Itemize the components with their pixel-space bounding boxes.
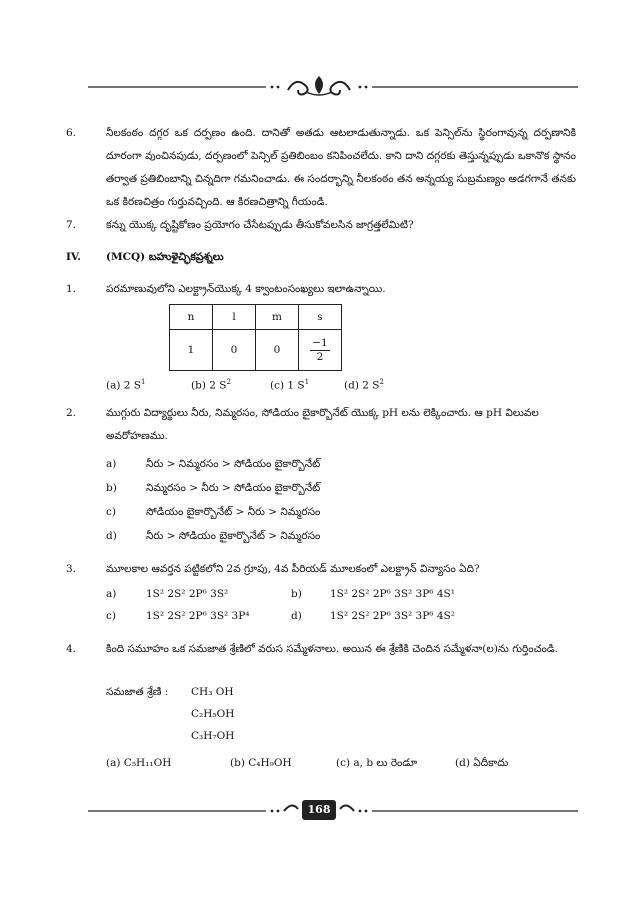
mcq-3-option-text: 1S² 2S² 2P⁶ 3S² 3P⁴ bbox=[146, 610, 250, 622]
formula: CH₃ OH bbox=[191, 686, 234, 698]
mcq-4-option-a: (a) C₅H₁₁OH bbox=[106, 757, 172, 769]
mcq-4-option-d: (d) ఏదీకాదు bbox=[455, 757, 509, 769]
mcq-1-option-a bbox=[106, 378, 145, 392]
table-cell: 1 bbox=[170, 330, 213, 371]
mcq-2-option bbox=[106, 506, 116, 518]
question-text: మూలకాల ఆవర్తన పట్టికలోని 2వ గ్రూపు, 4వ పీరియడ్ మూలకంలో ఎలక్ట్రాన్ విన్యాసం ఏది? bbox=[106, 563, 480, 575]
table-cell: 0 bbox=[213, 330, 256, 371]
quantum-numbers-table bbox=[169, 304, 342, 371]
mcq-2-option-text: నీరు > సోడియం బైకార్బొనేట్ > నిమ్మరసం bbox=[146, 530, 321, 542]
question-number: 4. bbox=[66, 643, 77, 655]
mcq-1-option-c bbox=[270, 378, 309, 392]
mcq-1-option-d bbox=[344, 378, 384, 392]
question-number: 7. bbox=[66, 219, 77, 231]
mcq-3-option-label: a) bbox=[106, 588, 117, 600]
option-label: b) bbox=[106, 482, 117, 494]
question-number: 6. bbox=[66, 127, 77, 139]
section-title: (MCQ) బహుళైచ్ఛికప్రశ్నలు bbox=[106, 251, 224, 263]
section-number: IV. bbox=[66, 251, 81, 263]
table-header: m bbox=[256, 305, 299, 330]
option-text: (c) 1 S bbox=[270, 379, 305, 392]
option-superscript: 1 bbox=[141, 378, 146, 386]
mcq-4-option-c: (c) a, b లు రెండూ bbox=[336, 757, 418, 769]
mcq-4-option-b: (b) C₄H₉OH bbox=[230, 757, 292, 769]
option-text: (a) 2 S bbox=[106, 379, 142, 392]
question-number: 2. bbox=[66, 407, 77, 419]
option-text: (d) 2 S bbox=[344, 379, 380, 392]
formula: C₂H₅OH bbox=[191, 708, 235, 720]
option-text: (b) 2 S bbox=[191, 379, 227, 392]
table-cell-fraction bbox=[299, 330, 342, 371]
option-superscript: 2 bbox=[226, 378, 231, 386]
table-header: s bbox=[299, 305, 342, 330]
mcq-2-option-text: నిమ్మరసం > నీరు > సోడియం బైకార్బొనేట్ bbox=[146, 482, 321, 494]
mcq-2-option bbox=[106, 482, 117, 494]
mcq-2-option bbox=[106, 458, 116, 470]
mcq-3-option-text: 1S² 2S² 2P⁶ 3S² bbox=[146, 588, 229, 600]
fraction-denominator: 2 bbox=[316, 350, 324, 363]
mcq-3-option-text: 1S² 2S² 2P⁶ 3S² 3P⁶ 4S² bbox=[330, 610, 455, 622]
question-number: 3. bbox=[66, 563, 77, 575]
table-header: l bbox=[213, 305, 256, 330]
mcq-2-option-text: సోడియం బైకార్బొనేట్ > నీరు > నిమ్మరసం bbox=[146, 506, 321, 518]
mcq-3-option-label: b) bbox=[291, 588, 302, 600]
mcq-3-option-text: 1S² 2S² 2P⁶ 3S² 3P⁶ 4S¹ bbox=[330, 588, 455, 600]
table-cell: 0 bbox=[256, 330, 299, 371]
option-superscript: 2 bbox=[379, 378, 384, 386]
header-ornament bbox=[0, 72, 638, 102]
fraction-numerator: −1 bbox=[312, 336, 328, 349]
question-text: నీలకంఠం దగ్గర ఒక దర్పణం ఉంది. దానితో అతడు ఆటలాడుతున్నాడు. ఒక పెన్సిల్‌ను స్థిరంగావున్న దర్పణానికి దూరంగా వుంచినపుడు, దర్పణంలో పెన్సిల్ ప్రతిబింబం కనిపించలేదు. కాని దాని దగ్గరకు తెస్తున్నప్పుడు ఒకానొక స్థానం తర్వాత ప్రతిబింబాన్ని చిన్నదిగా గమనించాడు. ఈ సందర్భాన్ని నీలకంఠం తన అన్నయ్య సుబ్రమణ్యం అడగగానే తనకు ఒక కిరణచిత్రం గుర్తువచ్చింది. ఆ కిరణచిత్రాన్ని గీయండి. bbox=[106, 127, 576, 208]
series-label: సమజాత శ్రేణి : bbox=[106, 686, 169, 698]
table-header: n bbox=[170, 305, 213, 330]
question-text: ముగ్గురు విద్యార్థులు నీరు, నిమ్మరసం, సోడియం బైకార్బొనేట్ యొక్క pH లను లెక్కించారు. ఆ pH విలువల అవరోహణము. bbox=[106, 407, 539, 442]
option-label: d) bbox=[106, 530, 117, 542]
question-number: 1. bbox=[66, 283, 77, 295]
mcq-2-option-text: నీరు > నిమ్మరసం > సోడియం బైకార్బొనేట్ bbox=[146, 458, 321, 470]
question-text: కన్ను యొక్క దృష్టికోణం ప్రయోగం చేసేటప్పుడు తీసుకోవలసిన జాగ్రత్తలేమిటి? bbox=[106, 219, 414, 231]
mcq-3-option-label: c) bbox=[106, 610, 116, 622]
question-text: కింది సమూహం ఒక సమజాత శ్రేణిలో వరుస సమ్మేళనాలు. అయిన ఈ శ్రేణికి చెందిన సమ్మేళనా(ల)ను గుర్తించండి. bbox=[106, 643, 558, 655]
question-text: పరమాణువులోని ఎలక్ట్రాన్‌యొక్క 4 క్వాంటంసంఖ్యలు ఇలాఉన్నాయి. bbox=[106, 283, 386, 295]
formula: C₃H₇OH bbox=[191, 730, 235, 742]
option-label: c) bbox=[106, 506, 116, 518]
mcq-1-option-b bbox=[191, 378, 231, 392]
mcq-2-option bbox=[106, 530, 117, 542]
page-number: 168 bbox=[302, 800, 336, 820]
mcq-3-option-label: d) bbox=[291, 610, 302, 622]
option-superscript: 1 bbox=[304, 378, 310, 386]
option-label: a) bbox=[106, 458, 117, 470]
